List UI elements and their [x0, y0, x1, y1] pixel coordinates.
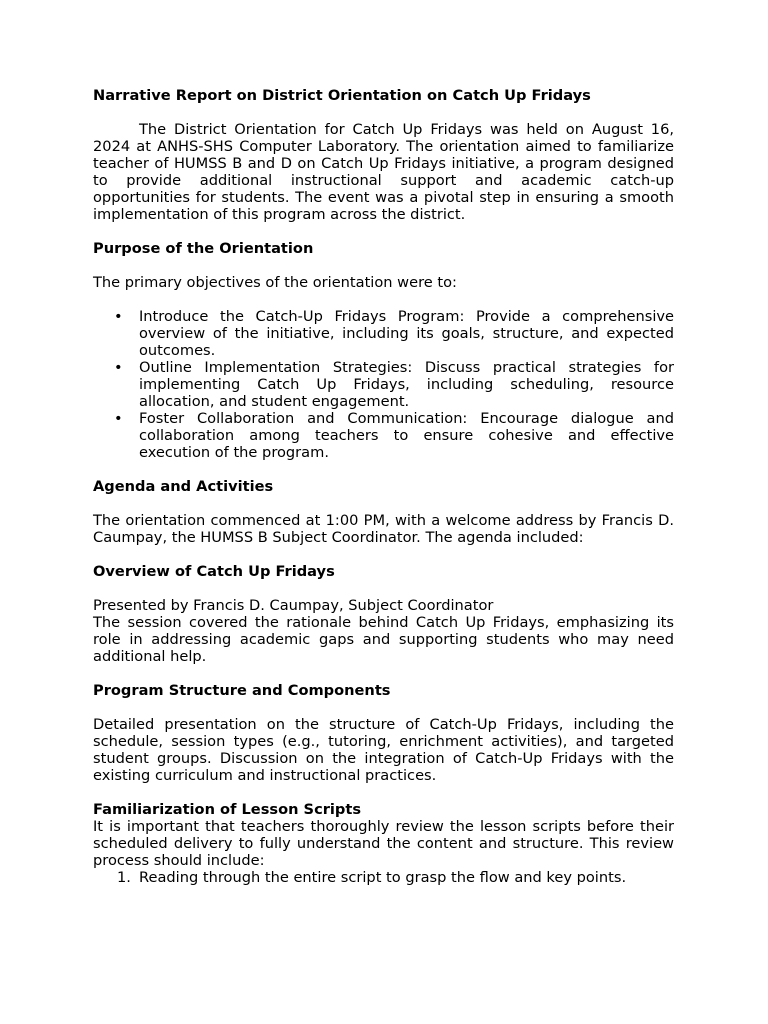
step-text: Reading through the entire script to grasp the flow and key points. — [139, 869, 627, 886]
agenda-paragraph: The orientation commenced at 1:00 PM, with a welcome address by Francis D. Caumpay, the HUMSS B Subject Coordinator. The agenda included: — [93, 512, 674, 546]
list-item — [114, 410, 674, 461]
bullet-icon: • — [114, 359, 123, 376]
bullet-icon: • — [114, 410, 123, 427]
purpose-lead: The primary objectives of the orientation were to: — [93, 274, 457, 291]
familiarization-paragraph: It is important that teachers thoroughly review the lesson scripts before their scheduled delivery to fully understand the content and structure. This review process should include: — [93, 818, 674, 869]
objective-text: Foster Collaboration and Communication: Encourage dialogue and collaboration among teachers to ensure cohesive and effective execution of the program. — [139, 410, 674, 461]
list-item — [114, 308, 674, 359]
structure-heading: Program Structure and Components — [93, 682, 391, 699]
objectives-list — [93, 308, 674, 461]
objective-text: Introduce the Catch-Up Fridays Program: Provide a comprehensive overview of the initiative, including its goals, structure, and expected outcomes. — [139, 308, 674, 359]
review-steps-list — [93, 869, 674, 886]
document-page — [93, 87, 674, 886]
familiarization-heading: Familiarization of Lesson Scripts — [93, 801, 362, 818]
structure-paragraph: Detailed presentation on the structure of Catch-Up Fridays, including the schedule, session types (e.g., tutoring, enrichment activities), and targeted student groups. Discussion on the integration of Catch-Up Fridays with the existing curriculum and instructional practices. — [93, 716, 674, 784]
overview-heading: Overview of Catch Up Fridays — [93, 563, 335, 580]
list-item — [117, 869, 674, 886]
objective-text: Outline Implementation Strategies: Discuss practical strategies for implementing Catch Up Fridays, including scheduling, resource allocation, and student engagement. — [139, 359, 674, 410]
overview-paragraph: The session covered the rationale behind Catch Up Fridays, emphasizing its role in addressing academic gaps and supporting students who may need additional help. — [93, 614, 674, 665]
step-number: 1. — [117, 869, 131, 886]
agenda-heading: Agenda and Activities — [93, 478, 274, 495]
purpose-heading: Purpose of the Orientation — [93, 240, 314, 257]
list-item — [114, 359, 674, 410]
intro-paragraph: The District Orientation for Catch Up Fridays was held on August 16, 2024 at ANHS-SHS Computer Laboratory. The orientation aimed to familiarize teacher of HUMSS B and D on Catch Up Fridays initiative, a program designed to provide additional instructional support and academic catch-up opportunities for students. The event was a pivotal step in ensuring a smooth implementation of this program across the district. — [93, 121, 674, 223]
document-title: Narrative Report on District Orientation on Catch Up Fridays — [93, 87, 591, 104]
overview-presenter: Presented by Francis D. Caumpay, Subject Coordinator — [93, 597, 494, 614]
bullet-icon: • — [114, 308, 123, 325]
